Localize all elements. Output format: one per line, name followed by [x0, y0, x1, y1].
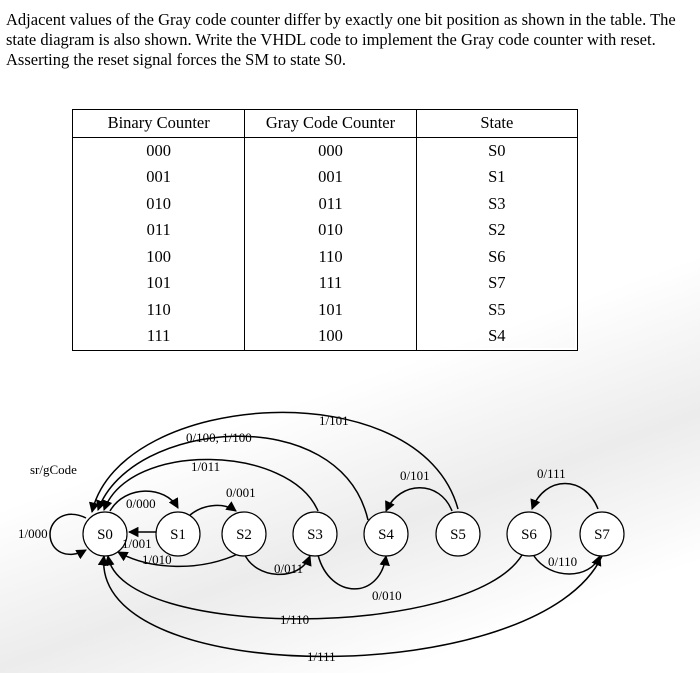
label-s7-s0: 1/111 — [307, 649, 336, 664]
arc-s3-s4 — [318, 555, 386, 589]
binary-cell: 110 — [73, 297, 245, 324]
arc-s0-self — [50, 514, 86, 554]
gray-cell: 000 — [245, 137, 416, 164]
label-s2-s3: 0/011 — [274, 561, 304, 576]
label-s0-s1: 0/000 — [126, 496, 156, 511]
label-s5-s4: 0/101 — [400, 468, 430, 483]
header-state: State — [416, 110, 577, 138]
label-s3-s0: 1/011 — [191, 459, 221, 474]
arc-s5-s4 — [386, 488, 452, 511]
state-label-s6: S6 — [521, 527, 537, 543]
label-s5-s0: 1/101 — [319, 413, 349, 428]
state-label-s0: S0 — [97, 527, 113, 543]
state-cell: S3 — [416, 191, 577, 218]
binary-cell: 101 — [73, 270, 245, 297]
gray-cell: 111 — [245, 270, 416, 297]
arc-s7-s6 — [532, 484, 598, 510]
gray-cell: 100 — [245, 323, 416, 350]
state-cell: S7 — [416, 270, 577, 297]
gray-cell: 010 — [245, 217, 416, 244]
gray-cell: 011 — [245, 191, 416, 218]
state-label-s5: S5 — [450, 527, 466, 543]
label-s4-s0: 0/100, 1/100 — [186, 430, 252, 445]
label-s2-s0: 1/010 — [142, 552, 172, 567]
label-s3-s4: 0/010 — [372, 588, 402, 603]
state-cell: S2 — [416, 217, 577, 244]
state-label-s3: S3 — [307, 527, 323, 543]
gray-cell: 001 — [245, 164, 416, 191]
gray-cell: 110 — [245, 244, 416, 271]
binary-cell: 111 — [73, 323, 245, 350]
state-cell: S6 — [416, 244, 577, 271]
io-legend-label: sr/gCode — [30, 462, 77, 477]
binary-cell: 011 — [73, 217, 245, 244]
label-s7-s6: 0/111 — [537, 466, 566, 481]
state-cell: S4 — [416, 323, 577, 350]
state-cell: S5 — [416, 297, 577, 324]
problem-statement: Adjacent values of the Gray code counter differ by exactly one bit position as shown in the table. The state diagram is also shown. Write the VHDL code to implement the Gray code counter with reset. Asserting the reset signal forces the SM to state S0. — [6, 10, 676, 69]
binary-cell: 000 — [73, 137, 245, 164]
state-cell: S0 — [416, 137, 577, 164]
state-label-s1: S1 — [170, 527, 186, 543]
state-label-s4: S4 — [378, 527, 394, 543]
header-gray-code-counter: Gray Code Counter — [245, 110, 416, 138]
gray-cell: 101 — [245, 297, 416, 324]
label-s1-s0: 1/001 — [122, 536, 152, 551]
binary-cell: 001 — [73, 164, 245, 191]
binary-cell: 100 — [73, 244, 245, 271]
state-label-s2: S2 — [236, 527, 252, 543]
state-cell: S1 — [416, 164, 577, 191]
binary-cell: 010 — [73, 191, 245, 218]
label-s1-s2: 0/001 — [226, 485, 256, 500]
state-label-s7: S7 — [594, 527, 610, 543]
label-s0-self: 1/000 — [18, 526, 48, 541]
header-binary-counter: Binary Counter — [73, 110, 245, 138]
label-s6-s7: 0/110 — [548, 554, 578, 569]
arc-s1-s2 — [190, 505, 236, 515]
label-s6-s0: 1/110 — [280, 612, 310, 627]
